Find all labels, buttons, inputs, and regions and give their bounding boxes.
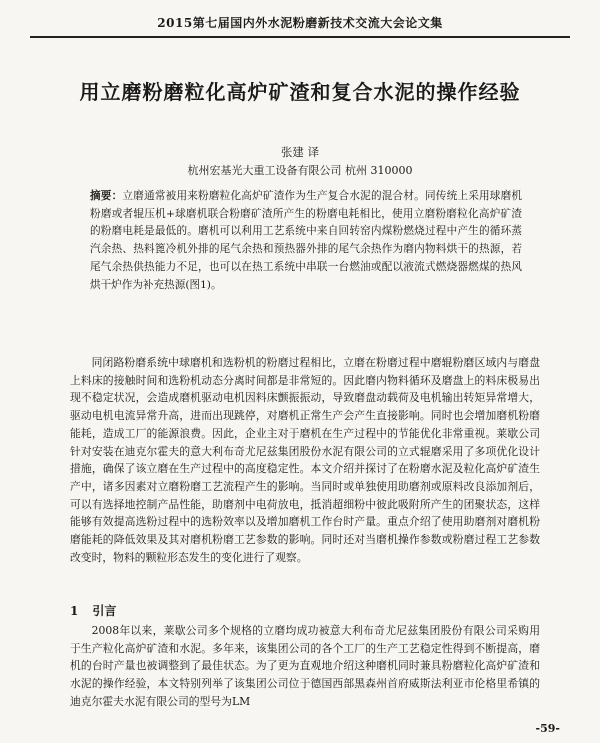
- section-heading: [70, 602, 130, 619]
- abstract-block: [90, 188, 522, 294]
- author-line: 张建 译: [280, 145, 320, 159]
- header-divider: [30, 36, 570, 38]
- section-body: [70, 622, 540, 711]
- section-title: 引言: [92, 604, 117, 618]
- section-paragraph: 2008年以来，莱歇公司多个规格的立磨均成功被意大利布奇尤尼兹集团股份有限公司采购用于生产粒化高炉矿渣和水泥。多年来，该集团公司的各个工厂的生产工艺稳定性得到不断提高，磨机的台时产量也被调整到了最佳状态。为了更为直观地介绍这种磨机同时兼具粉磨粒化高炉矿渣和水泥的操作经验，本文特别列举了该集团公司位于德国西部黑森州首府威斯法利亚市伦格里希镇的迪克尔霍夫水泥有限公司的型号为LM: [70, 624, 540, 708]
- body-text: [70, 354, 540, 566]
- abstract-label: 摘要：: [90, 190, 123, 202]
- article-title: 用立磨粉磨粒化高炉矿渣和复合水泥的操作经验: [79, 80, 521, 104]
- page-number: -59-: [535, 722, 560, 735]
- intro-paragraph: 同闭路粉磨系统中球磨机和选粉机的粉磨过程相比，立磨在粉磨过程中磨辊粉磨区域内与磨盘上料床的接触时间和选粉机动态分离时间都是非常短的。因此磨内物料循环及磨盘上的料床极易出现不稳定状况，会造成磨机驱动电机因料床颤振振动，导致磨盘动载荷及电机输出转矩异常增大，驱动电机电流异常升高，进而出现跳停，对磨机正常生产会产生直接影响。同时也会增加磨机粉磨能耗，造成工厂的能源浪费。因此，企业主对于磨机在生产过程中的节能优化非常重视。莱歇公司针对安装在迪克尔霍夫的意大利布奇尤尼兹集团股份水泥有限公司的立式辊磨采用了多项优化设计措施，确保了该立磨在生产过程中的高度稳定性。本文介绍并探讨了在粉磨水泥及粒化高炉矿渣生产中，诸多因素对立磨粉磨工艺流程产生的影响。当同时或单独使用助磨剂或原料改良添加剂后，可以有选择地控制产品性能，助磨剂中电荷放电，抵消超细粉中彼此吸附所产生的团聚状态，这样能够有效提高选粉过程中的选粉效率以及增加磨机工作台时产量。重点介绍了使用助磨剂对磨机粉磨能耗的降低效果及其对磨机粉磨工艺参数的影响。同时还对当磨机操作参数或粉磨过程工艺参数改变时，物料的颗粒形态发生的变化进行了观察。: [70, 356, 540, 564]
- section-number: 1: [70, 604, 79, 618]
- running-header: 2015第七届国内外水泥粉磨新技术交流大会论文集: [157, 16, 443, 30]
- abstract-text: 立磨通常被用来粉磨粒化高炉矿渣作为生产复合水泥的混合材。同传统上采用球磨机粉磨或者辊压机+球磨机联合粉磨矿渣所产生的粉磨电耗相比，使用立磨粉磨粒化高炉矿渣的粉磨电耗是最低的。磨机可以利用工艺系统中来自回转窑内煤粉燃烧过程中产生的循环蒸汽余热、热料篦冷机外排的尾气余热和预热器外排的尾气余热作为磨内物料烘干的热源，若尾气余热供热能力不足，也可以在热工系统中串联一台燃油或配以液流式燃烧器燃煤的热风烘干炉作为补充热源(图1)。: [90, 190, 523, 291]
- affiliation-line: 杭州宏基光大重工设备有限公司 杭州 310000: [187, 164, 413, 177]
